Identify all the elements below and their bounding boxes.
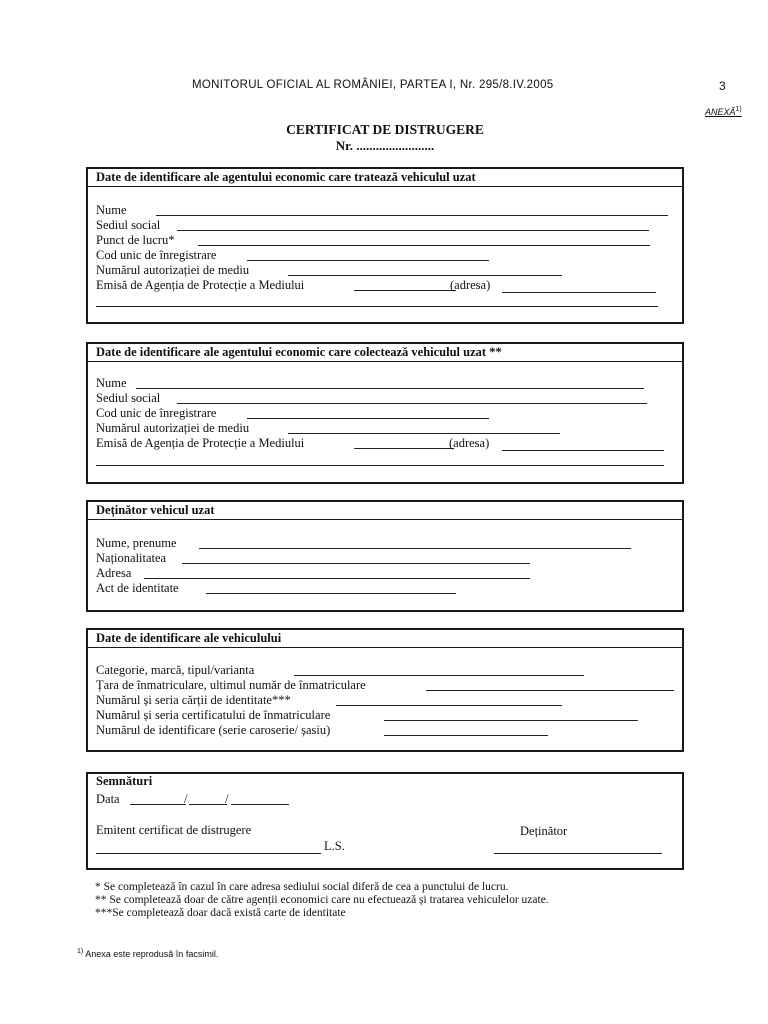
fill-line[interactable] [384, 720, 638, 721]
annex-label [705, 106, 742, 117]
fill-line[interactable] [354, 290, 456, 291]
field-full-name[interactable] [96, 536, 177, 551]
field-label: Nume [96, 203, 127, 217]
field-label: Adresa [96, 566, 132, 580]
section-heading: Date de identificare ale agentului economic care colectează vehiculul uzat ** [88, 344, 682, 362]
field-label: Numărul autorizației de mediu [96, 263, 250, 277]
issuer-signature-line[interactable] [96, 853, 321, 854]
field-label: Țara de înmatriculare, ultimul număr de înmatriculare [96, 678, 366, 692]
fill-line[interactable] [182, 563, 530, 564]
date-separator: / [184, 792, 188, 806]
field-label: Numărul de identificare (serie caroserie/ șasiu) [96, 723, 331, 737]
fill-line[interactable] [199, 548, 631, 549]
field-issued-by[interactable] [96, 436, 304, 451]
field-name[interactable] [96, 203, 127, 218]
section-vehicle-identification [86, 628, 684, 752]
field-label: Sediul social [96, 391, 161, 405]
field-identity-document[interactable] [96, 581, 179, 596]
facsimile-note-mark: 1) [77, 948, 84, 955]
field-registration-code[interactable] [96, 248, 216, 263]
field-label: Numărul și seria certificatului de înmatriculare [96, 708, 331, 722]
annex-label-text: ANEXĂ [705, 107, 736, 117]
field-label: Act de identitate [96, 581, 179, 595]
field-issued-by[interactable] [96, 278, 304, 293]
fill-line[interactable] [136, 388, 644, 389]
fill-line-extra[interactable] [96, 306, 658, 307]
field-label: Cod unic de înregistrare [96, 248, 217, 262]
section-heading: Semnături [96, 774, 153, 788]
fill-line[interactable] [288, 275, 562, 276]
field-label: Naționalitatea [96, 551, 167, 565]
date-month-line[interactable] [189, 804, 227, 805]
running-header: MONITORUL OFICIAL AL ROMÂNIEI, PARTEA I, Nr. 295/8.IV.2005 [192, 79, 554, 91]
footnote-2: ** Se completează doar de către agenții economici care nu efectuează și tratarea vehiculelor uzate. [95, 894, 549, 906]
fill-line[interactable] [144, 578, 530, 579]
annex-footnote-mark: 1) [735, 106, 742, 113]
field-registration-country[interactable] [96, 678, 366, 693]
section-treating-agent [86, 167, 684, 324]
field-label: Numărul autorizației de mediu [96, 421, 250, 435]
field-label: Sediul social [96, 218, 161, 232]
fill-line[interactable] [294, 675, 584, 676]
fill-line[interactable] [206, 593, 456, 594]
field-name[interactable] [96, 376, 127, 391]
fill-line-extra[interactable] [96, 465, 664, 466]
field-environment-permit[interactable] [96, 263, 249, 278]
footnote-3: ***Se completează doar dacă există carte de identitate [95, 907, 346, 919]
fill-line[interactable] [177, 230, 649, 231]
issuer-label: Emitent certificat de distrugere [96, 823, 252, 837]
document-title: CERTIFICAT DE DISTRUGERE [286, 122, 484, 137]
fill-line[interactable] [177, 403, 647, 404]
section-heading: Deținător vehicul uzat [88, 502, 682, 520]
field-registered-office[interactable] [96, 218, 160, 233]
footnote-1: * Se completează în cazul în care adresa sediului social diferă de cea a punctului de lucru. [95, 881, 509, 893]
field-registration-certificate[interactable] [96, 708, 330, 723]
fill-line[interactable] [198, 245, 650, 246]
address-label: (adresa) [450, 278, 491, 292]
fill-line[interactable] [502, 450, 664, 451]
field-work-point[interactable] [96, 233, 174, 248]
fill-line[interactable] [247, 260, 489, 261]
page-number: 3 [719, 79, 726, 93]
field-label: Punct de lucru* [96, 233, 175, 247]
section-signatures [86, 772, 684, 870]
field-label: Emisă de Agenția de Protecție a Mediului [96, 278, 305, 292]
field-label: Emisă de Agenția de Protecție a Mediului [96, 436, 305, 450]
field-label: Nume [96, 376, 127, 390]
field-label: Cod unic de înregistrare [96, 406, 217, 420]
field-label: Data [96, 792, 120, 806]
fill-line[interactable] [156, 215, 668, 216]
facsimile-note-text: Anexa este reprodusă în facsimil. [85, 949, 219, 959]
facsimile-note [77, 948, 218, 959]
field-registered-office[interactable] [96, 391, 160, 406]
field-label: Numărul și seria cărții de identitate*** [96, 693, 291, 707]
fill-line[interactable] [336, 705, 562, 706]
field-label: Nume, prenume [96, 536, 177, 550]
fill-line[interactable] [247, 418, 489, 419]
field-id-book-number[interactable] [96, 693, 291, 708]
date-separator: / [225, 792, 229, 806]
fill-line[interactable] [288, 433, 560, 434]
field-vin[interactable] [96, 723, 330, 738]
date-day-line[interactable] [130, 804, 186, 805]
date-year-line[interactable] [231, 804, 289, 805]
fill-line[interactable] [384, 735, 548, 736]
document-number: Nr. ........................ [335, 138, 435, 153]
address-label: (adresa) [449, 436, 490, 450]
field-category-make-type[interactable] [96, 663, 254, 678]
holder-signature-line[interactable] [494, 853, 662, 854]
section-heading: Date de identificare ale vehiculului [88, 630, 682, 648]
holder-label: Deținător [520, 824, 568, 838]
section-collecting-agent [86, 342, 684, 484]
fill-line[interactable] [354, 448, 454, 449]
fill-line[interactable] [502, 292, 656, 293]
section-vehicle-holder [86, 500, 684, 612]
field-registration-code[interactable] [96, 406, 216, 421]
footnotes [95, 881, 549, 920]
field-address[interactable] [96, 566, 131, 581]
field-date[interactable] [96, 792, 229, 807]
field-environment-permit[interactable] [96, 421, 249, 436]
fill-line[interactable] [426, 690, 674, 691]
section-heading: Date de identificare ale agentului economic care tratează vehiculul uzat [88, 169, 682, 187]
field-nationality[interactable] [96, 551, 166, 566]
field-label: Categorie, marcă, tipul/varianta [96, 663, 255, 677]
ls-label: L.S. [324, 839, 345, 853]
